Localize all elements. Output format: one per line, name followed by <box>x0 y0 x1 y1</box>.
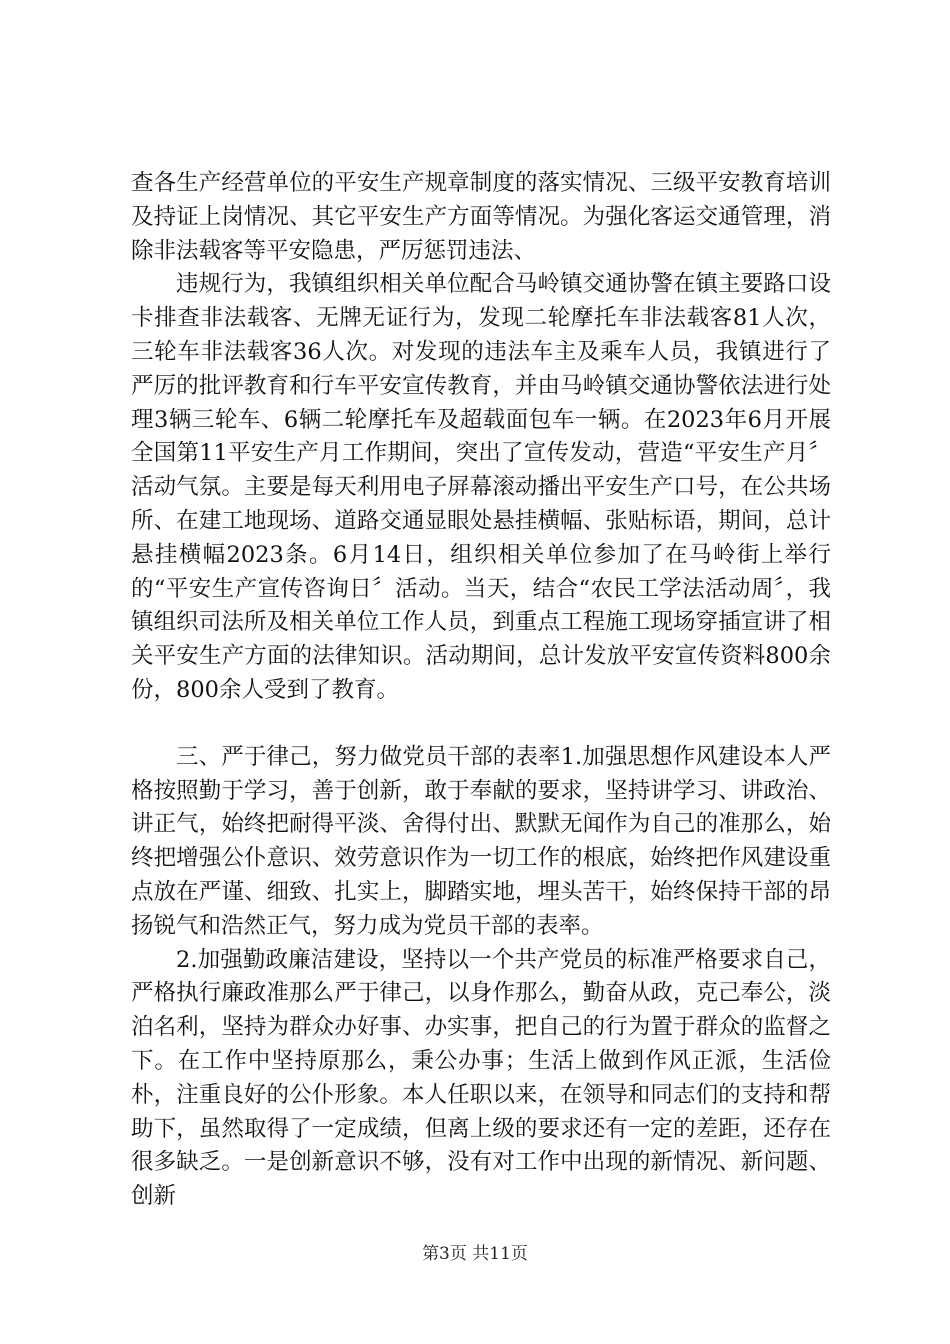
paragraph-3: 三、严于律己，努力做党员干部的表率1.加强思想作风建设本人严格按照勤于学习，善于创新，敢于奉献的要求，坚持讲学习、讲政治、讲正气，始终把耐得平淡、舍得付出、默默无闻作为自己的准那么，始终把增强公仆意识、效劳意识作为一切工作的根底，始终把作风建设重点放在严谨、细致、扎实上，脚踏实地，埋头苦干，始终保持干部的昂扬锐气和浩然正气，努力成为党员干部的表率。 <box>131 743 831 939</box>
page-footer: 第3页 共11页 <box>422 1244 528 1264</box>
paragraph-2: 违规行为，我镇组织相关单位配合马岭镇交通协警在镇主要路口设卡排查非法载客、无牌无证行为，发现二轮摩托车非法载客81人次，三轮车非法载客36人次。对发现的违法车主及乘车人员，我镇进行了严厉的批评教育和行车平安宣传教育，并由马岭镇交通协警依法进行处理3辆三轮车、6辆二轮摩托车及超载面包车一辆。在2023年6月开展全国第11平安生产月工作期间，突出了宣传发动，营造“平安生产月〞活动气氛。主要是每天利用电子屏幕滚动播出平安生产口号，在公共场所、在建工地现场、道路交通显眼处悬挂横幅、张贴标语，期间，总计悬挂横幅2023条。6月14日，组织相关单位参加了在马岭街上举行的“平安生产宣传咨询日〞活动。当天，结合“农民工学法活动周〞，我镇组织司法所及相关单位工作人员，到重点工程施工现场穿插宣讲了相关平安生产方面的法律知识。活动期间，总计发放平安宣传资料800余份，800余人受到了教育。 <box>131 271 831 703</box>
document-body <box>131 167 831 1214</box>
paragraph-4: 2.加强勤政廉洁建设，坚持以一个共产党员的标准严格要求自己，严格执行廉政准那么严于律己，以身作那么，勤奋从政，克己奉公，淡泊名利，坚持为群众办好事、办实事，把自己的行为置于群众的监督之下。在工作中坚持原那么，秉公办事；生活上做到作风正派，生活俭朴，注重良好的公仆形象。本人任职以来，在领导和同志们的支持和帮助下，虽然取得了一定成绩，但离上级的要求还有一定的差距，还存在很多缺乏。一是创新意识不够，没有对工作中出现的新情况、新问题、创新 <box>131 946 831 1210</box>
paragraph-1: 查各生产经营单位的平安生产规章制度的落实情况、三级平安教育培训及持证上岗情况、其它平安生产方面等情况。为强化客运交通管理，消除非法载客等平安隐患，严厉惩罚违法、 <box>131 170 831 264</box>
